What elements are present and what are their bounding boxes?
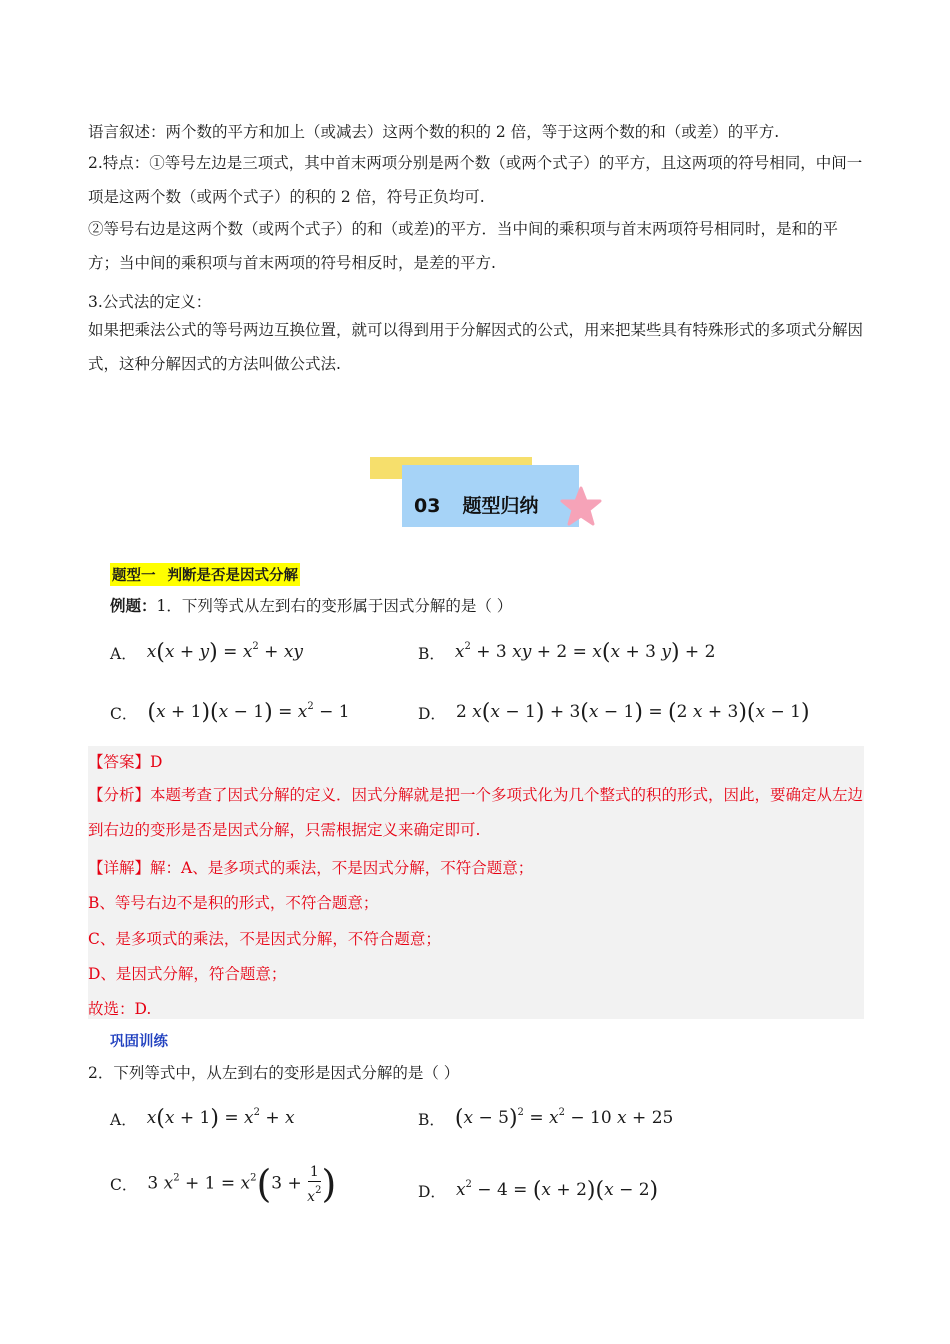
solution-answer: 【答案】D [88,753,163,771]
solution-detail-2: B、等号右边不是积的形式，不符合题意； [88,894,379,912]
section-title: 题型归纳 [462,495,539,517]
practice-option-a: A． $x(x + 1) = x^2 + x$ [110,1106,295,1131]
solution-detail-3: C、是多项式的乘法，不是因式分解，不符合题意； [88,930,441,948]
practice-question: 2．下列等式中，从左到右的变形是因式分解的是（ ） [88,1064,460,1082]
section-banner [370,455,610,535]
example-question-text: 1．下列等式从左到右的变形属于因式分解的是（ ） [156,597,513,615]
intro-line1: 语言叙述：两个数的平方和加上（或减去）这两个数的积的 2 倍，等于这两个数的和（或差）的平方. [88,123,780,141]
practice-option-b: B． $(x - 5)^2 = x^2 - 10$ x + 25 [418,1106,674,1131]
section-heading [414,491,538,518]
solution-detail-1: 【详解】解：A、是多项式的乘法，不是因式分解，不符合题意； [88,859,534,877]
section-number: 03 [414,495,441,517]
intro-point3-body: 如果把乘法公式的等号两边互换位置，就可以得到用于分解因式的公式，用来把某些具有特殊形式的多项式分解因式，这种分解因式的方法叫做公式法. [88,321,864,373]
intro-point2a: 2.特点：①等号左边是三项式，其中首末两项分别是两个数（或两个式子）的平方，且这两项的符号相同，中间一项是这两个数（或两个式子）的积的 2 倍，符号正负均可. [88,154,863,206]
example-option-c: C． $(x + 1)(x - 1) = x^2 - 1$ [110,700,350,725]
question-type-label [110,563,300,586]
practice-option-d: D． $x^2 - 4 = (x + 2)(x - 2)$ [418,1178,659,1203]
type-name: 判断是否是因式分解 [167,568,298,584]
example-option-d: D． 2 x(x − 1) + 3(x − 1) = (2 x + 3)(x − 1) [418,700,810,725]
solution-detail-5: 故选：D. [88,1000,152,1018]
star-icon [560,486,602,526]
practice-heading: 巩固训练 [110,1034,168,1050]
practice-option-c: C． 3 $x^2 + 1 = x^2(3$ + $\frac{1}{x^2}$ ) [110,1162,337,1206]
solution-analysis: 【分析】本题考查了因式分解的定义．因式分解就是把一个多项式化为几个整式的积的形式，因此，要确定从左边到右边的变形是否是因式分解，只需根据定义来确定即可. [88,786,864,839]
intro-point2b: ②等号右边是这两个数（或两个式子）的和（或差)的平方．当中间的乘积项与首末两项符号相同时，是和的平方；当中间的乘积项与首末两项的符号相反时，是差的平方. [88,220,839,272]
example-prefix: 例题： [110,597,157,615]
example-option-a: A． $x(x + y) = x^2$ + xy [110,640,304,665]
example-question [110,594,512,616]
example-option-b: B． $x^2 + 3$ xy + 2 = x(x + 3 y) + 2 [418,640,716,665]
solution-detail-4: D、是因式分解，符合题意； [88,965,287,983]
intro-point3-title: 3.公式法的定义： [88,293,212,311]
type-number: 题型一 [112,568,156,584]
